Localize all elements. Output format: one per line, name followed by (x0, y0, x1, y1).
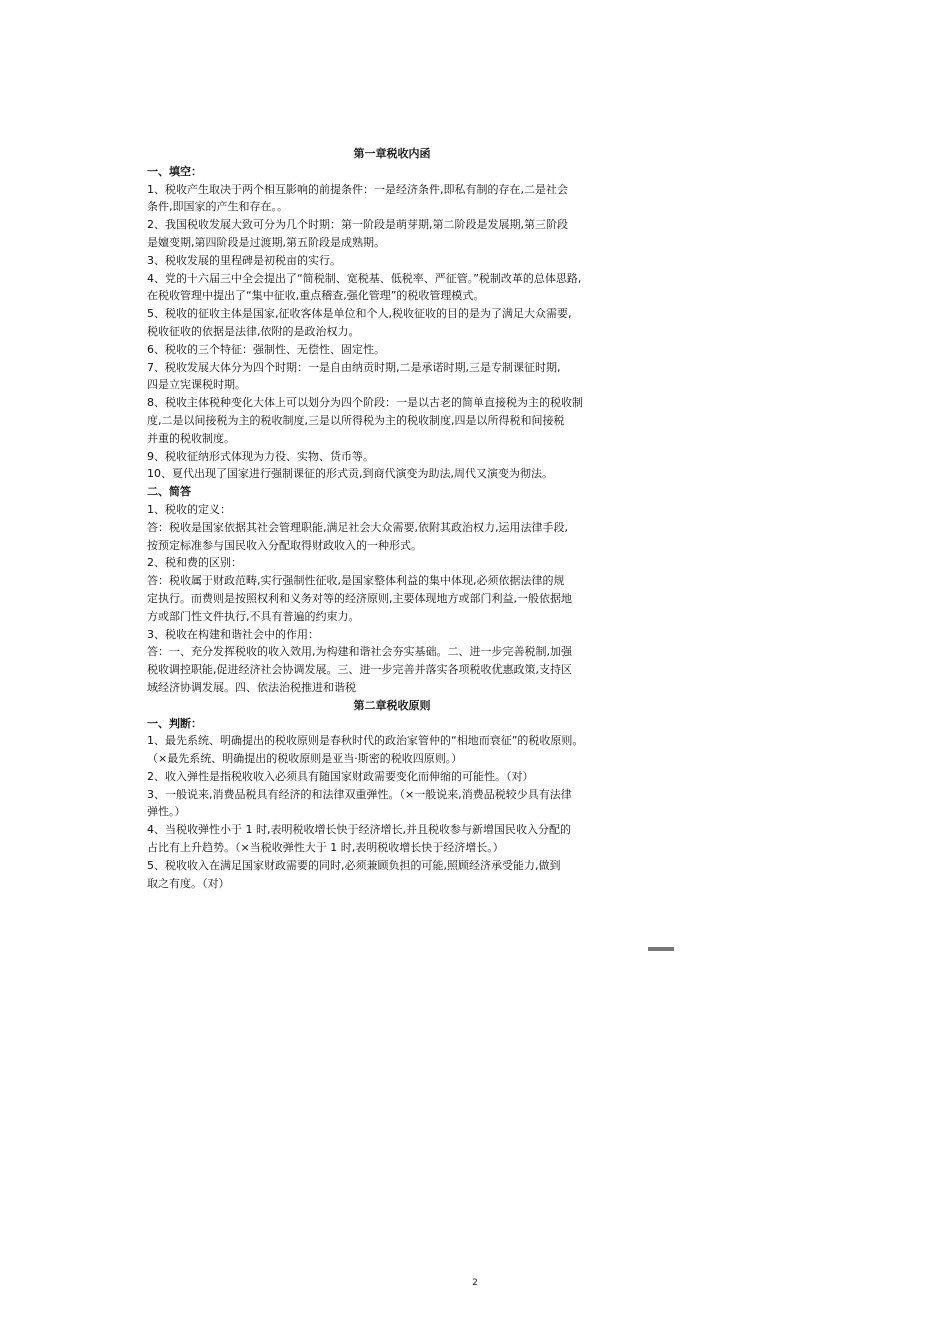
text-line: 度,二是以间接税为主的税收制度,三是以所得税为主的税收制度,四是以所得税和间接税 (147, 413, 565, 427)
document-body (147, 145, 637, 892)
text-line: 域经济协调发展。四、依法治税推进和谐税 (147, 680, 356, 694)
text-line: 3、税收在构建和谐社会中的作用： (147, 627, 319, 641)
page-number: 2 (472, 1278, 478, 1288)
text-line: 答：一、充分发挥税收的收入效用,为构建和谐社会夯实基础。二、进一步完善税制,加强 (147, 645, 572, 659)
text-line: 方或部门性文件执行,不具有普遍的约束力。 (147, 609, 360, 623)
text-line: 弹性。） (147, 805, 186, 819)
text-line: 占比有上升趋势。（×当税收弹性大于 1 时,表明税收增长快于经济增长。） (147, 841, 504, 855)
text-line: 1、最先系统、明确提出的税收原则是春秋时代的政治家管仲的“相地而衰征”的税收原则。 (147, 734, 584, 748)
judgment-section (147, 732, 637, 892)
chapter-1-title: 第一章税收内函 (353, 147, 431, 160)
text-line: 10、夏代出现了国家进行强制课征的形式贡,到商代演变为助法,周代又演变为彻法。 (147, 467, 553, 481)
text-line: 取之有度。（对） (147, 876, 230, 890)
text-line: 4、当税收弹性小于 1 时,表明税收增长快于经济增长,并且税收参与新增国民收入分配的 (147, 823, 571, 837)
text-line: 按预定标准参与国民收入分配取得财政收入的一种形式。 (147, 538, 422, 552)
text-line: 税收调控职能,促进经济社会协调发展。三、进一步完善并落实各项税收优惠政策,支持区 (147, 663, 572, 677)
text-line: 1、税收产生取决于两个相互影响的前提条件：一是经济条件,即私有制的存在,二是社会 (147, 182, 568, 196)
short-answer-section (147, 501, 637, 697)
text-line: 3、税收发展的里程碑是初税亩的实行。 (147, 253, 341, 267)
chapter-2-title: 第二章税收原则 (353, 698, 431, 712)
text-line: 是嬗变期,第四阶段是过渡期,第五阶段是成熟期。 (147, 235, 385, 249)
text-line: 8、税收主体税种变化大体上可以划分为四个阶段：一是以古老的简单直接税为主的税收制 (147, 396, 583, 410)
short-answer-heading: 二、简答 (147, 485, 191, 499)
judgment-heading: 一、判断： (147, 716, 202, 730)
text-line: 3、一般说来,消费品税具有经济的和法律双重弹性。（×一般说来,消费品税较少具有法律 (147, 787, 572, 801)
text-line: 2、我国税收发展大致可分为几个时期：第一阶段是萌芽期,第二阶段是发展期,第三阶段 (147, 218, 568, 232)
fill-in-heading: 一、填空： (147, 164, 202, 178)
text-line: 并重的税收制度。 (147, 431, 235, 445)
text-line: 在税收管理中提出了“集中征收,重点稽查,强化管理”的税收管理模式。 (147, 289, 485, 303)
text-line: 2、收入弹性是指税收收入必须具有随国家财政需要变化而伸缩的可能性。（对） (147, 769, 534, 783)
text-line: 5、税收收入在满足国家财政需要的同时,必须兼顾负担的可能,照顾经济承受能力,做到 (147, 858, 561, 872)
scroll-marker (648, 947, 674, 951)
text-line: 6、税收的三个特征：强制性、无偿性、固定性。 (147, 342, 385, 356)
fill-in-section (147, 181, 637, 484)
text-line: 条件,即国家的产生和存在。。 (147, 200, 288, 214)
text-line: 9、税收征纳形式体现为力役、实物、货币等。 (147, 449, 374, 463)
text-line: 答：税收属于财政范畴,实行强制性征收,是国家整体利益的集中体现,必须依据法律的规 (147, 574, 565, 588)
text-line: 5、税收的征收主体是国家,征收客体是单位和个人,税收征收的目的是为了满足大众需要, (147, 307, 572, 321)
text-line: （×最先系统、明确提出的税收原则是亚当·斯密的税收四原则。） (147, 752, 463, 766)
text-line: 定执行。而费则是按照权利和义务对等的经济原则,主要体现地方或部门利益,一般依据地 (147, 591, 572, 605)
text-line: 四是立宪课税时期。 (147, 378, 246, 392)
text-line: 1、税收的定义： (147, 502, 231, 516)
text-line: 答：税收是国家依据其社会管理职能,满足社会大众需要,依附其政治权力,运用法律手段, (147, 520, 568, 534)
text-line: 7、税收发展大体分为四个时期：一是自由纳贡时期,二是承诺时期,三是专制课征时期, (147, 360, 561, 374)
text-line: 4、党的十六届三中全会提出了“简税制、宽税基、低税率、严征管。”税制改革的总体思路, (147, 271, 582, 285)
text-line: 税收征收的依据是法律,依附的是政治权力。 (147, 324, 360, 338)
text-line: 2、税和费的区别： (147, 556, 242, 570)
